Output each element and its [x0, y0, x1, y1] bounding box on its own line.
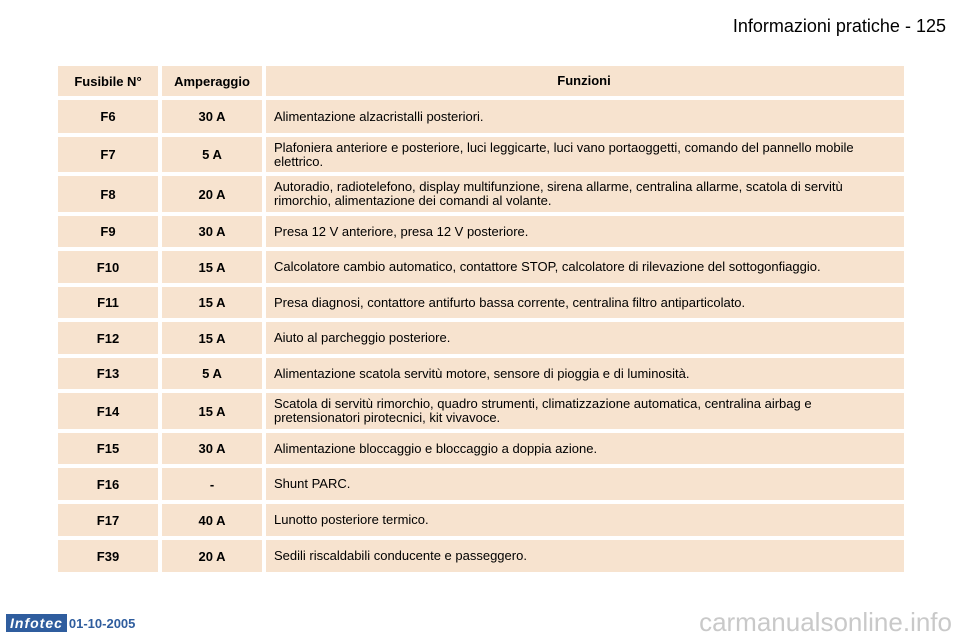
fuse-amperage: 20 A: [162, 540, 262, 572]
fuse-number: F8: [58, 176, 158, 212]
table-row: [58, 137, 904, 172]
fuse-amperage: 5 A: [162, 358, 262, 389]
fuse-functions: Sedili riscaldabili conducente e passeggero.: [266, 540, 904, 572]
fuse-functions: Autoradio, radiotelefono, display multifunzione, sirena allarme, centralina allarme, scatola di servitù rimorchio, alimentazione dei comandi al volante.: [266, 176, 904, 212]
fuse-functions: Presa diagnosi, contattore antifurto bassa corrente, centralina filtro antiparticolato.: [266, 287, 904, 318]
fuse-functions: Alimentazione alzacristalli posteriori.: [266, 100, 904, 133]
table-row: [58, 322, 904, 354]
fuse-amperage: 30 A: [162, 216, 262, 247]
print-date: 01-10-2005: [68, 615, 136, 631]
fuse-number: F6: [58, 100, 158, 133]
fuse-number: F15: [58, 433, 158, 464]
fuse-functions: Lunotto posteriore termico.: [266, 504, 904, 536]
table-row: [58, 100, 904, 133]
fuse-amperage: 5 A: [162, 137, 262, 172]
header-separator: -: [904, 16, 911, 36]
table-row: [58, 393, 904, 429]
table-row: [58, 504, 904, 536]
fuse-functions: Plafoniera anteriore e posteriore, luci leggicarte, luci vano portaoggetti, comando del pannello mobile elettrico.: [266, 137, 904, 172]
fuse-number: F14: [58, 393, 158, 429]
column-header-functions: Funzioni: [266, 66, 904, 96]
fuse-functions: Presa 12 V anteriore, presa 12 V posteriore.: [266, 216, 904, 247]
fuse-amperage: 15 A: [162, 393, 262, 429]
table-row: [58, 433, 904, 464]
fuse-amperage: 15 A: [162, 251, 262, 283]
table-row: [58, 176, 904, 212]
fuse-number: F9: [58, 216, 158, 247]
fuse-amperage: 15 A: [162, 287, 262, 318]
watermark: carmanualsonline.info: [699, 607, 952, 637]
fuse-functions: Alimentazione bloccaggio e bloccaggio a doppia azione.: [266, 433, 904, 464]
column-header-amperage: Amperaggio: [162, 66, 262, 96]
table-row: [58, 358, 904, 389]
fuse-amperage: -: [162, 468, 262, 500]
page-header: [733, 16, 946, 37]
infotec-logo: Infotec: [6, 614, 67, 632]
fuse-number: F17: [58, 504, 158, 536]
fuse-functions: Calcolatore cambio automatico, contattore STOP, calcolatore di rilevazione del sottogonfiaggio.: [266, 251, 904, 283]
page-number: 125: [915, 16, 946, 36]
section-title: Informazioni pratiche: [732, 16, 900, 36]
fuse-functions: Alimentazione scatola servitù motore, sensore di pioggia e di luminosità.: [266, 358, 904, 389]
table-row: [58, 216, 904, 247]
table-header-row: [58, 66, 904, 96]
fuse-amperage: 20 A: [162, 176, 262, 212]
table-row: [58, 540, 904, 572]
fuse-number: F12: [58, 322, 158, 354]
fuse-number: F39: [58, 540, 158, 572]
fuse-amperage: 40 A: [162, 504, 262, 536]
fuse-table: [58, 66, 904, 576]
fuse-functions: Shunt PARC.: [266, 468, 904, 500]
fuse-number: F13: [58, 358, 158, 389]
table-row: [58, 287, 904, 318]
fuse-functions: Scatola di servitù rimorchio, quadro strumenti, climatizzazione automatica, centralina airbag e pretensionatori pirotecnici, kit vivavoce.: [266, 393, 904, 429]
fuse-amperage: 30 A: [162, 433, 262, 464]
table-row: [58, 251, 904, 283]
fuse-number: F11: [58, 287, 158, 318]
column-header-fuse: Fusibile N°: [58, 66, 158, 96]
fuse-amperage: 30 A: [162, 100, 262, 133]
fuse-amperage: 15 A: [162, 322, 262, 354]
footer-date: [6, 614, 135, 632]
fuse-number: F7: [58, 137, 158, 172]
table-row: [58, 468, 904, 500]
fuse-functions: Aiuto al parcheggio posteriore.: [266, 322, 904, 354]
fuse-number: F16: [58, 468, 158, 500]
fuse-number: F10: [58, 251, 158, 283]
